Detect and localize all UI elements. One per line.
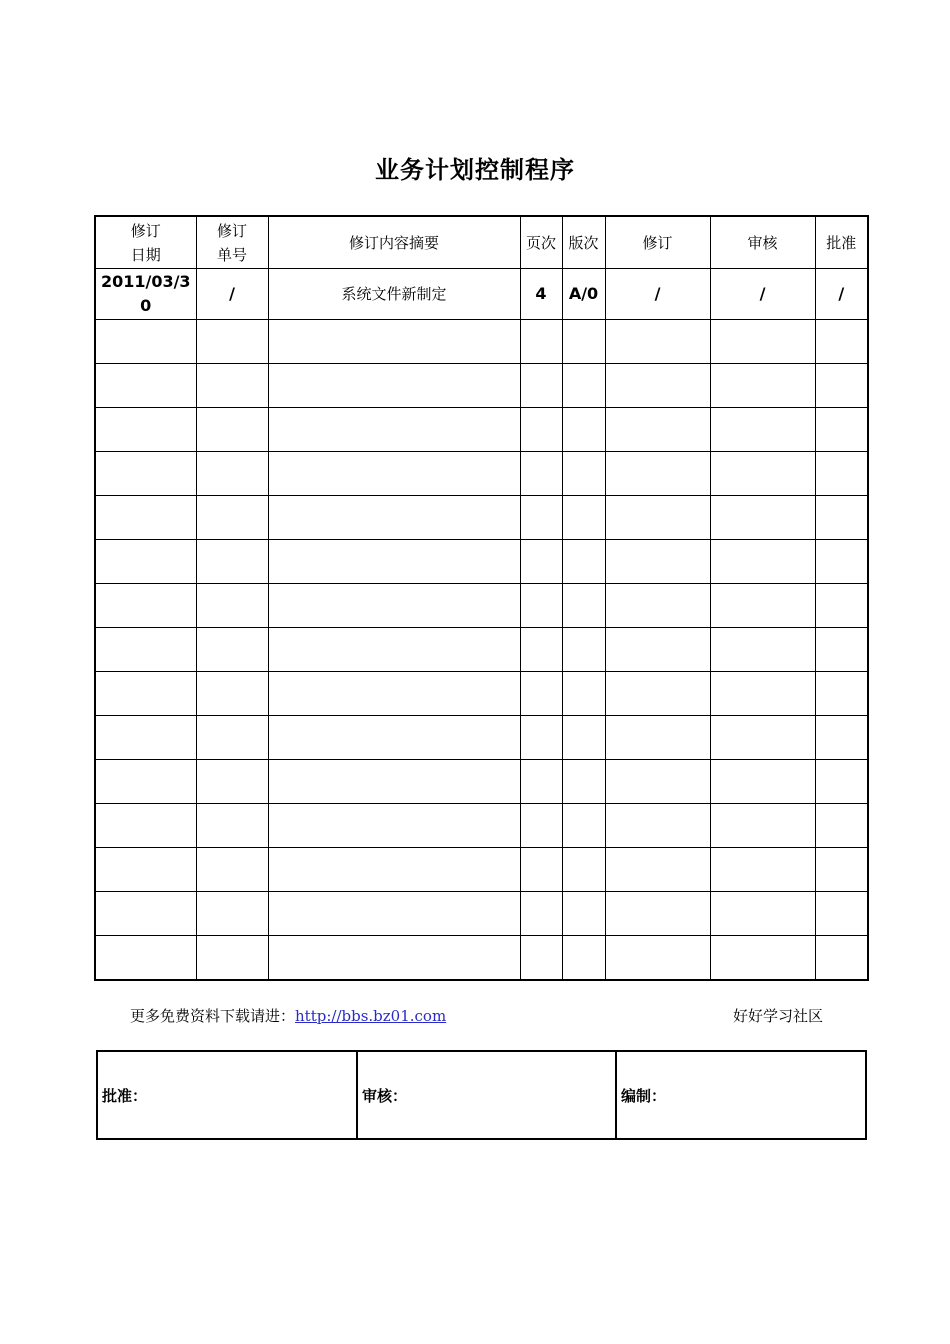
- table-row: [95, 892, 868, 936]
- table-row: [95, 408, 868, 452]
- cell-revised: /: [605, 269, 710, 320]
- review-signature-field: 审核：: [357, 1051, 616, 1139]
- community-label: 好好学习社区: [733, 1007, 824, 1025]
- table-row: [95, 269, 868, 320]
- table-row: [95, 936, 868, 981]
- signature-table: [96, 1050, 867, 1140]
- table-row: [95, 452, 868, 496]
- table-header-row: [95, 216, 868, 269]
- header-revision-date: 修订 日期: [95, 216, 196, 269]
- header-approve: 批准: [815, 216, 868, 269]
- table-row: [95, 804, 868, 848]
- cell-page: 4: [520, 269, 562, 320]
- download-note: [130, 1005, 446, 1026]
- table-row: [95, 760, 868, 804]
- table-row: [95, 496, 868, 540]
- table-row: [95, 672, 868, 716]
- header-revised: 修订: [605, 216, 710, 269]
- cell-approve: /: [815, 269, 868, 320]
- cell-number: /: [196, 269, 268, 320]
- download-note-text: 更多免费资料下载请进：: [130, 1007, 296, 1025]
- cell-summary: 系统文件新制定: [268, 269, 520, 320]
- cell-review: /: [710, 269, 815, 320]
- cell-date: 2011/03/30: [95, 269, 196, 320]
- cell-version: A/0: [562, 269, 605, 320]
- table-row: [95, 848, 868, 892]
- document-title: 业务计划控制程序: [375, 156, 575, 184]
- table-row: [95, 364, 868, 408]
- table-row: [95, 716, 868, 760]
- table-row: [95, 320, 868, 364]
- download-link[interactable]: http://bbs.bz01.com: [295, 1007, 447, 1025]
- revision-table: [94, 215, 869, 981]
- approve-signature-field: 批准：: [97, 1051, 357, 1139]
- header-summary: 修订内容摘要: [268, 216, 520, 269]
- table-row: [95, 628, 868, 672]
- prepare-signature-field: 编制：: [616, 1051, 866, 1139]
- header-page: 页次: [520, 216, 562, 269]
- table-row: [95, 540, 868, 584]
- table-row: [95, 584, 868, 628]
- header-version: 版次: [562, 216, 605, 269]
- header-revision-number: 修订 单号: [196, 216, 268, 269]
- header-review: 审核: [710, 216, 815, 269]
